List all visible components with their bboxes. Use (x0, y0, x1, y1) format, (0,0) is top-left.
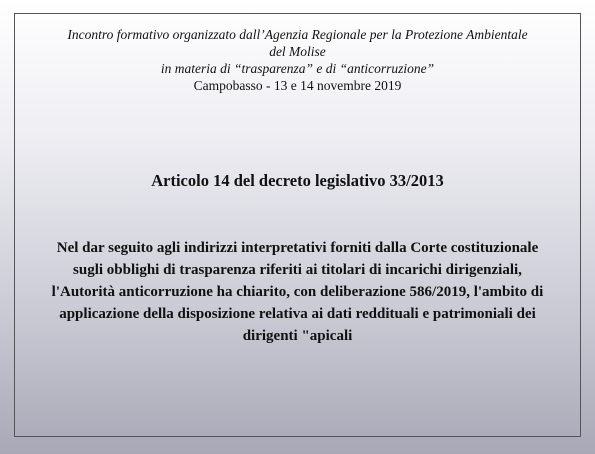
header-line-4: Campobasso - 13 e 14 novembre 2019 (193, 78, 402, 93)
slide-header (15, 26, 580, 94)
body-line-3: l'Autorità anticorruzione ha chiarito, con deliberazione 586/2019, l'ambito di (51, 284, 544, 300)
body-line-4: applicazione della disposizione relativa ai dati reddituali e patrimoniali dei (59, 306, 536, 322)
body-line-1: Nel dar seguito agli indirizzi interpretativi forniti dalla Corte costituzionale (56, 240, 539, 256)
slide-frame (14, 13, 581, 437)
slide-title: Articolo 14 del decreto legislativo 33/2013 (151, 171, 444, 190)
slide-body (21, 237, 574, 347)
body-line-2: sugli obblighi di trasparenza riferiti ai titolari di incarichi dirigenziali, (73, 262, 522, 278)
body-line-5: dirigenti "apicali (242, 328, 353, 344)
header-line-3: in materia di “trasparenza” e di “anticorruzione” (160, 61, 435, 76)
header-line-1: Incontro formativo organizzato dall’Agenzia Regionale per la Protezione Ambientale (67, 27, 528, 42)
header-line-2: del Molise (269, 44, 326, 59)
